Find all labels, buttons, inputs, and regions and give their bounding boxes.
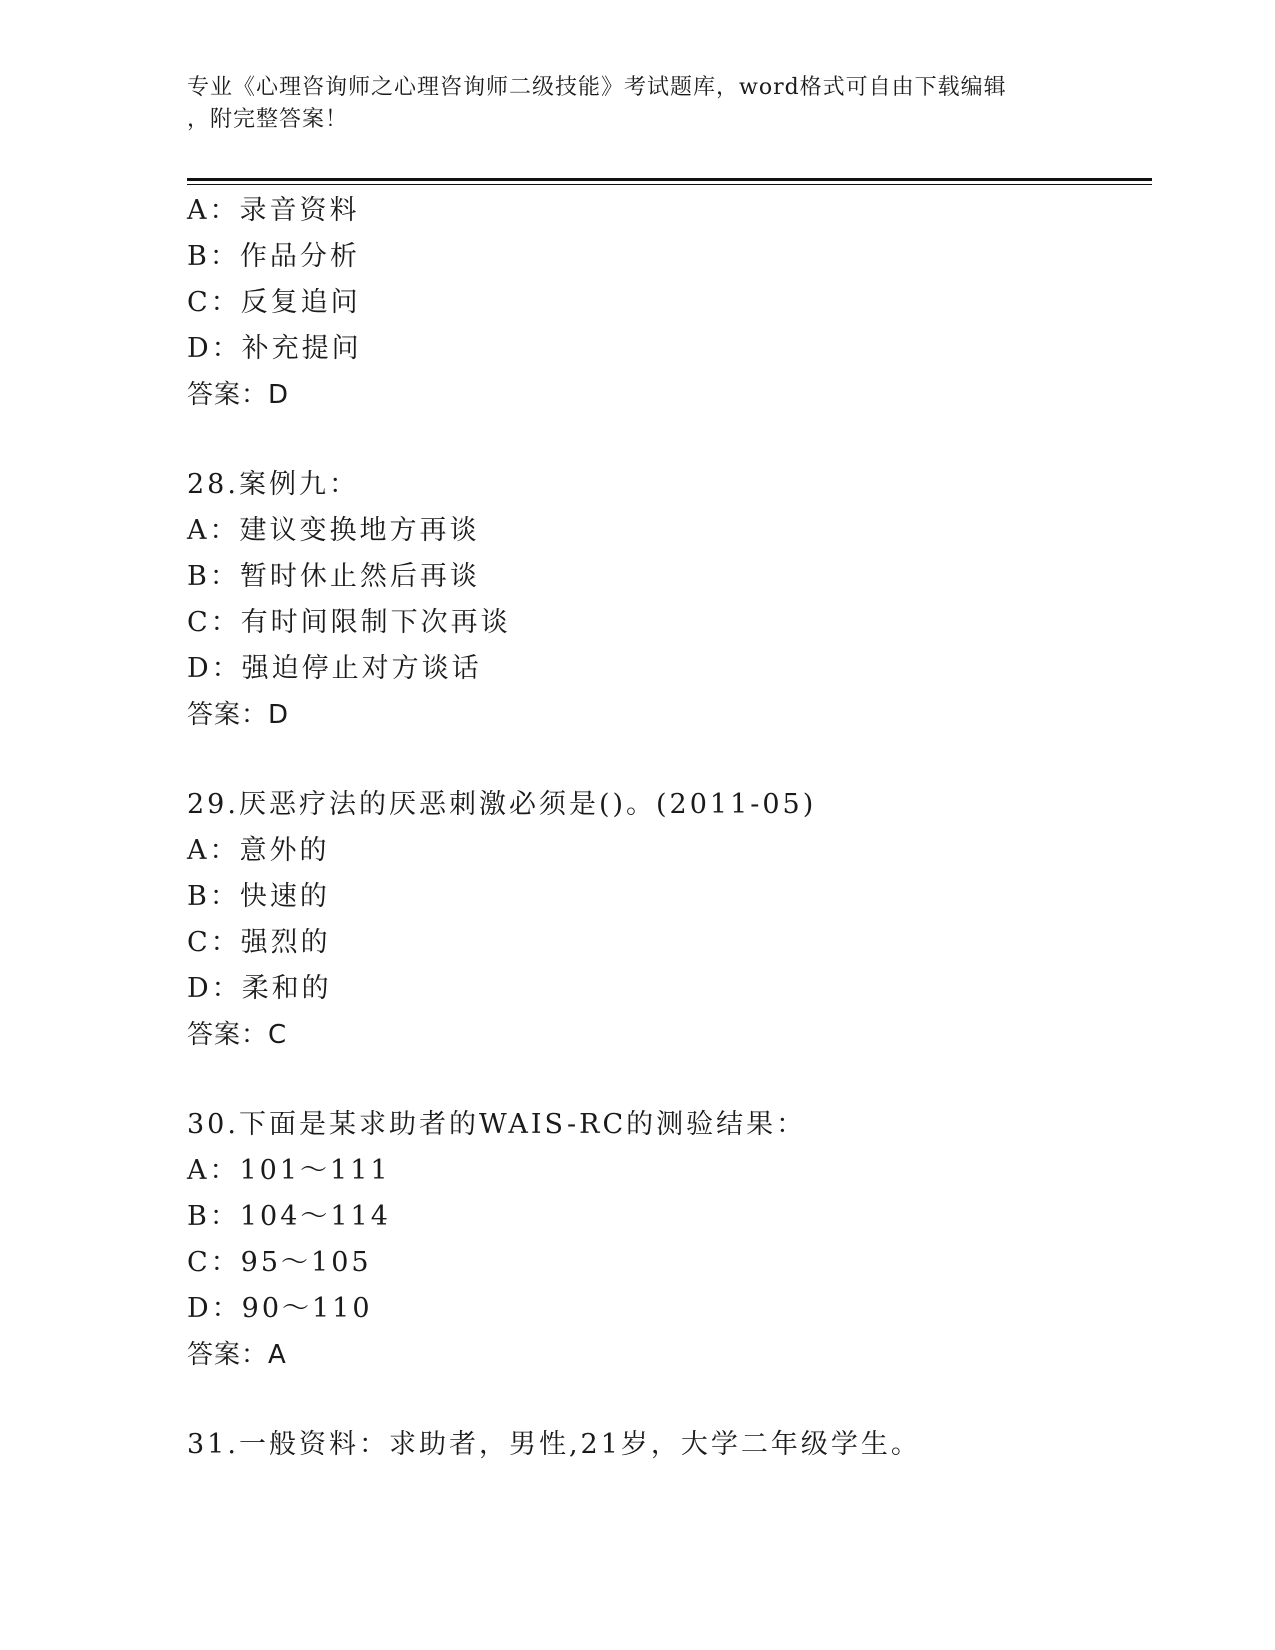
option-c: C：强烈的: [187, 927, 331, 958]
option-d: D：柔和的: [187, 973, 332, 1004]
question-31-block: [187, 1422, 1147, 1468]
question-27-block: [187, 188, 1147, 418]
question-list: [187, 188, 1147, 1468]
question-text: 31.一般资料：求助者，男性,21岁，大学二年级学生。: [187, 1429, 921, 1460]
header-line-1: 专业《心理咨询师之心理咨询师二级技能》考试题库，word格式可自由下载编辑: [187, 75, 1007, 100]
answer-label: 答案：D: [187, 380, 290, 410]
question-29-block: [187, 782, 1147, 1058]
option-a: A：建议变换地方再谈: [187, 515, 480, 546]
answer-label: 答案：A: [187, 1340, 287, 1370]
header-line-2: ，附完整答案！: [187, 107, 349, 132]
question-text: 30.下面是某求助者的WAIS-RC的测验结果：: [187, 1109, 807, 1140]
answer-label: 答案：D: [187, 700, 290, 730]
question-30-block: [187, 1102, 1147, 1378]
spacer: [187, 1378, 1147, 1422]
option-b: B：暂时休止然后再谈: [187, 561, 480, 592]
option-a: A：101～111: [187, 1155, 391, 1186]
header-divider-thick: [187, 178, 1152, 181]
option-b: B：快速的: [187, 881, 330, 912]
option-c: C：95～105: [187, 1247, 372, 1278]
question-28-block: [187, 462, 1147, 738]
header-divider-thin: [187, 184, 1152, 185]
option-c: C：反复追问: [187, 287, 361, 318]
spacer: [187, 418, 1147, 462]
option-d: D：90～110: [187, 1293, 373, 1324]
option-a: A：录音资料: [187, 195, 360, 226]
option-c: C：有时间限制下次再谈: [187, 607, 511, 638]
option-b: B：104～114: [187, 1201, 391, 1232]
spacer: [187, 1058, 1147, 1102]
question-text: 28.案例九：: [187, 469, 359, 500]
option-d: D：强迫停止对方谈话: [187, 653, 482, 684]
option-a: A：意外的: [187, 835, 330, 866]
option-d: D：补充提问: [187, 333, 362, 364]
answer-label: 答案：C: [187, 1020, 288, 1050]
option-b: B：作品分析: [187, 241, 360, 272]
question-text: 29.厌恶疗法的厌恶刺激必须是()。(2011-05): [187, 789, 817, 820]
spacer: [187, 738, 1147, 782]
document-header: [187, 72, 1087, 136]
